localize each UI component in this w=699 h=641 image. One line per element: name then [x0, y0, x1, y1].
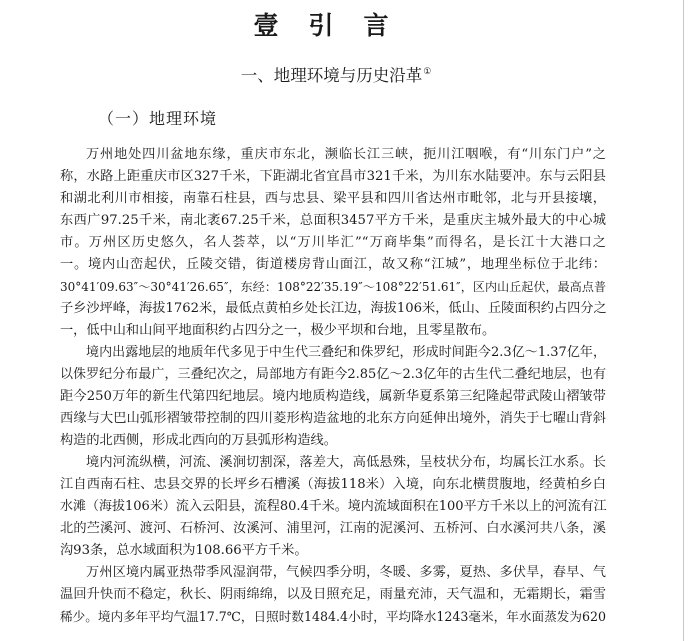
body-line: 一，低中山和山间平地面积约占四分之一，极少平坝和台地，且零星散布。 — [60, 323, 496, 338]
body-line: 水滩（海拔106米）流入云阳县，流程80.4千米。境内流域面积在100平方千米以上的河流有江 — [60, 499, 607, 514]
page-edge-rule — [683, 0, 684, 641]
subsection-title: （一）地理环境 — [98, 109, 218, 128]
body-line: 万州地处四川盆地东缘，重庆市东北，濒临长江三峡，扼川江咽喉，有“川东门户”之 — [86, 147, 606, 162]
body-line: 距今250万年的新生代第四纪地层。境内地质构造线，属新华夏系第三纪隆起带武陵山褶皱带 — [60, 389, 606, 404]
body-line: 以侏罗纪分布最广，三叠纪次之，局部地方有距今2.85亿～2.3亿年的古生代二叠纪地层，也有 — [60, 367, 606, 382]
body-line: 江自西南石柱、忠县交界的长坪乡石槽溪（海拔118米）入境，向东北横贯腹地，经黄柏乡白 — [60, 477, 606, 492]
body-line: 东西广97.25千米，南北袤67.25千米，总面积3457平方千米，是重庆主城外最大的中心城 — [60, 213, 606, 228]
body-line: 北的苎溪河、渡河、石桥河、汝溪河、浦里河，江南的泥溪河、五桥河、白水溪河共八条，溪 — [60, 521, 606, 536]
body-line: 和湖北利川市相接，南靠石柱县，西与忠县、梁平县和四川省达州市毗邻，北与开县接壤， — [60, 191, 606, 206]
section-title — [0, 62, 672, 86]
body-line: 称，水路上距重庆市区327千米，下距湖北省宜昌市321千米，为川东水陆要冲。东与云阳县 — [60, 169, 606, 184]
body-line: 30°41′09.63″～30°41′26.65″，东经：108°22′35.19″～108°22′51.61″，区内山丘起伏，最高点普 — [60, 280, 606, 294]
body-line: 西缘与大巴山弧形褶皱带控制的四川菱形构造盆地的北东方向延伸出境外，消失于七曜山背斜 — [60, 411, 606, 426]
body-line: 万州区境内属亚热带季风湿润带，气候四季分明，冬暖、多雾，夏热、多伏旱，春早、气 — [86, 565, 606, 580]
body-line: 境内出露地层的地质年代多见于中生代三叠纪和侏罗纪，形成时间距今2.3亿～1.37亿年， — [86, 345, 606, 360]
chapter-title: 壹引言 — [253, 11, 419, 40]
body-line: 温回升快而不稳定，秋长、阴雨绵绵，以及日照充足，雨量充沛，天气温和，无霜期长，霜雪 — [60, 587, 606, 602]
body-line: 沟93条，总水域面积为108.66平方千米。 — [60, 543, 308, 558]
footnote-marker: ① — [423, 67, 432, 77]
section-title-text: 一、地理环境与历史沿革 — [240, 66, 423, 85]
body-line: 子乡沙坪峰，海拔1762米，最低点黄柏乡处长江边，海拔106米，低山、丘陵面积约占四分之 — [60, 301, 607, 316]
body-line: 构造的北西侧，形成北西向的万县弧形构造线。 — [60, 433, 337, 448]
body-line: 境内河流纵横，河流、溪涧切割深，落差大，高低悬殊，呈枝状分布，均属长江水系。长 — [86, 455, 606, 470]
body-line: 一。境内山峦起伏，丘陵交错，街道楼房背山面江，故又称“江城”，地理坐标位于北纬： — [60, 257, 606, 272]
body-line: 稀少。境内多年平均气温17.7℃，日照时数1484.4小时，平均降水1243毫米，年水面蒸发为620 — [60, 609, 606, 624]
body-line: 市。万州区历史悠久，名人荟萃，以“万川毕汇”“万商毕集”而得名，是长江十大港口之 — [60, 235, 606, 250]
